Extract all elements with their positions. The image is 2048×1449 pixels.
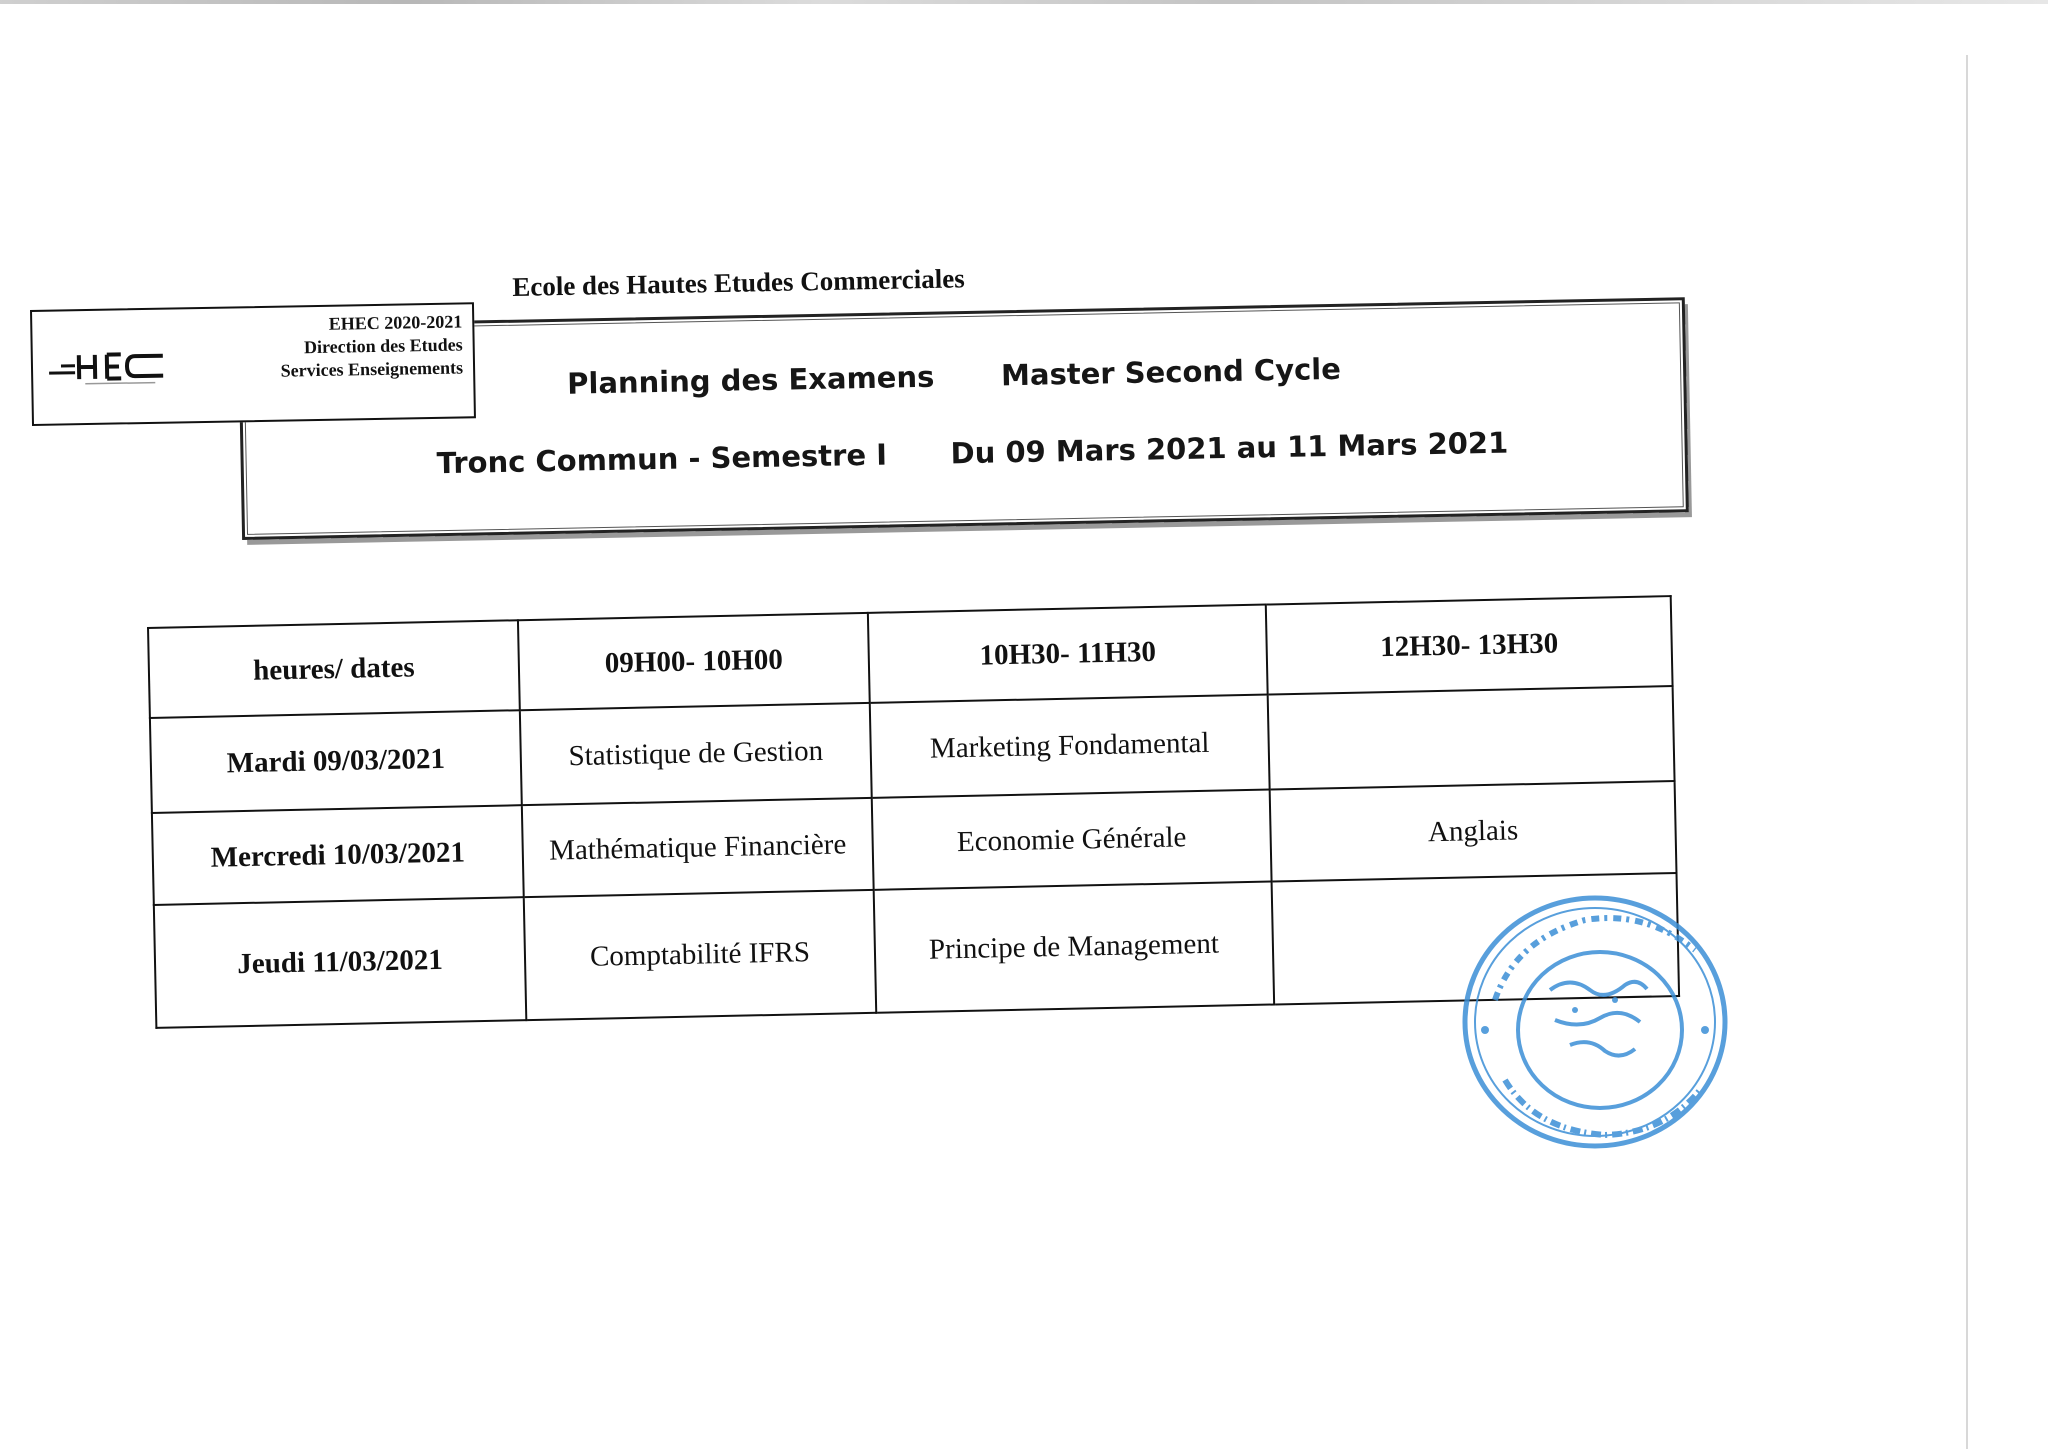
header-cell-dates: heures/ dates (148, 620, 520, 718)
ehec-logo (45, 344, 236, 387)
header-year: EHEC 2020-2021 (328, 311, 463, 334)
official-stamp-icon (1455, 880, 1735, 1160)
exam-table (147, 595, 1680, 1029)
header-box (30, 302, 476, 426)
planning-title: Planning des Examens (566, 359, 935, 401)
header-cell-slot2: 10H30- 11H30 (868, 605, 1268, 703)
exam-schedule (147, 595, 1678, 1027)
exam-cell: Anglais (1270, 781, 1677, 881)
header-lines (280, 310, 464, 382)
cycle-title: Master Second Cycle (1000, 351, 1342, 393)
program-title: Tronc Commun - Semestre I (436, 437, 888, 481)
header-direction: Direction des Etudes (303, 334, 463, 358)
date-range: Du 09 Mars 2021 au 11 Mars 2021 (950, 425, 1509, 471)
exam-cell: Comptabilité IFRS (524, 890, 876, 1020)
day-cell: Mardi 09/03/2021 (150, 710, 522, 813)
day-cell: Jeudi 11/03/2021 (154, 897, 526, 1028)
exam-cell: Marketing Fondamental (870, 695, 1270, 798)
scan-right-edge (1966, 55, 1968, 1449)
scan-top-edge (0, 0, 2048, 4)
header-cell-slot3: 12H30- 13H30 (1266, 596, 1673, 694)
exam-cell: Statistique de Gestion (520, 703, 872, 805)
exam-cell-empty (1268, 686, 1675, 789)
exam-cell: Principe de Management (874, 882, 1274, 1013)
exam-cell: Mathématique Financière (522, 798, 874, 897)
exam-cell: Economie Générale (872, 790, 1272, 890)
header-cell-slot1: 09H00- 10H00 (518, 613, 870, 710)
school-name: Ecole des Hautes Etudes Commerciales (512, 263, 965, 302)
day-cell: Mercredi 10/03/2021 (152, 805, 524, 905)
header-service: Services Enseignements (280, 357, 464, 381)
